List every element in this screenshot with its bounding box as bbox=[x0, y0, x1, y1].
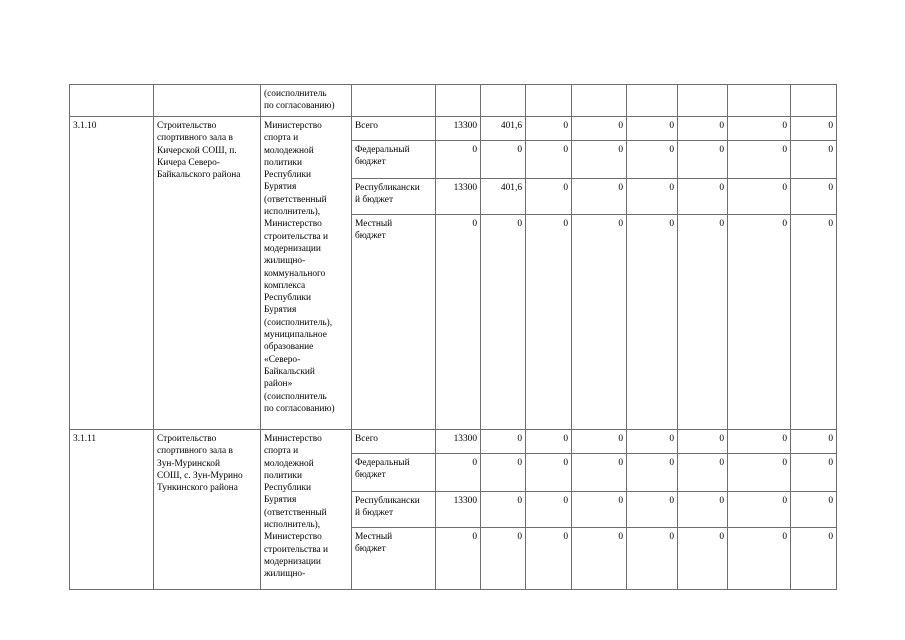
amount-cell: 13300 bbox=[436, 179, 481, 215]
executor-line: район» bbox=[264, 379, 293, 390]
amount-cell: 0 bbox=[791, 528, 837, 590]
amount-cell: 0 bbox=[728, 528, 791, 590]
funding-source-lines bbox=[355, 120, 432, 132]
amount-cell: 13300 bbox=[436, 430, 481, 454]
amount-cell: 0 bbox=[728, 492, 791, 528]
funding-source-line: й бюджет bbox=[355, 508, 394, 519]
executor-line: Министерство bbox=[264, 532, 322, 543]
amount-cell: 0 bbox=[627, 215, 678, 430]
amount-cell: 0 bbox=[436, 141, 481, 179]
executor-line: спорта и bbox=[264, 133, 299, 144]
funding-source-lines bbox=[355, 144, 432, 169]
amount-cell: 0 bbox=[678, 141, 728, 179]
funding-source-lines bbox=[355, 457, 432, 482]
amount-cell: 0 bbox=[572, 454, 627, 492]
executor-line: строительства и bbox=[264, 544, 329, 555]
amount-cell: 0 bbox=[481, 430, 526, 454]
executor-line: жилищно- bbox=[264, 569, 306, 580]
amount-cell: 0 bbox=[791, 492, 837, 528]
value-cell bbox=[791, 85, 837, 117]
funding-source-line: Местный bbox=[355, 219, 393, 229]
amount-cell: 0 bbox=[572, 528, 627, 590]
executor-line: жилищно- bbox=[264, 256, 306, 267]
amount-cell: 0 bbox=[526, 492, 572, 528]
amount-cell: 0 bbox=[572, 141, 627, 179]
amount-cell: 401,6 bbox=[481, 179, 526, 215]
funding-source-line: Федеральный bbox=[355, 458, 410, 468]
amount-cell: 0 bbox=[728, 141, 791, 179]
executor-line: по согласованию) bbox=[264, 403, 335, 414]
amount-cell: 0 bbox=[572, 215, 627, 430]
funding-source-line: Республикански bbox=[355, 183, 420, 193]
amount-cell: 0 bbox=[436, 454, 481, 492]
executor-line: Республики bbox=[264, 293, 312, 304]
table-row-fragment bbox=[70, 85, 837, 117]
amount-cell: 0 bbox=[627, 117, 678, 141]
value-cell bbox=[481, 85, 526, 117]
executor-line: (соисполнитель bbox=[264, 89, 327, 99]
executor-cell bbox=[261, 117, 352, 430]
executor-lines bbox=[264, 433, 348, 581]
measure-name-line: Строительство bbox=[157, 434, 217, 444]
amount-cell: 0 bbox=[791, 179, 837, 215]
funding-source-line: бюджет bbox=[355, 544, 386, 555]
executor-line: Бурятия bbox=[264, 305, 297, 316]
measure-name-cell bbox=[154, 430, 261, 590]
value-cell bbox=[627, 85, 678, 117]
executor-line: модернизации bbox=[264, 556, 321, 567]
amount-cell: 0 bbox=[526, 454, 572, 492]
amount-cell: 0 bbox=[526, 179, 572, 215]
funding-source-cell bbox=[352, 492, 436, 528]
funding-source-lines bbox=[355, 433, 432, 445]
executor-lines bbox=[264, 120, 348, 415]
amount-cell: 0 bbox=[526, 215, 572, 430]
measure-name-line: Строительство bbox=[157, 121, 217, 131]
source-cell bbox=[352, 85, 436, 117]
executor-line: политики bbox=[264, 470, 302, 481]
funding-source-line: Всего bbox=[355, 434, 378, 444]
executor-line: Министерство bbox=[264, 121, 322, 131]
amount-cell: 0 bbox=[728, 117, 791, 141]
amount-cell: 0 bbox=[678, 454, 728, 492]
funding-source-line: бюджет bbox=[355, 231, 386, 242]
executor-line: политики bbox=[264, 157, 302, 168]
funding-source-line: Федеральный bbox=[355, 145, 410, 155]
amount-cell: 401,6 bbox=[481, 117, 526, 141]
amount-cell: 0 bbox=[481, 454, 526, 492]
executor-line: Министерство bbox=[264, 219, 322, 230]
amount-cell: 0 bbox=[572, 430, 627, 454]
funding-source-line: бюджет bbox=[355, 157, 386, 168]
amount-cell: 0 bbox=[481, 141, 526, 179]
executor-line: молодежной bbox=[264, 458, 314, 469]
executor-line: коммунального bbox=[264, 268, 326, 279]
executor-line: исполнитель), bbox=[264, 520, 321, 531]
executor-line: спорта и bbox=[264, 446, 299, 457]
amount-cell: 0 bbox=[481, 528, 526, 590]
measure-name-line: СОШ, с. Зун-Мурино bbox=[157, 470, 243, 481]
amount-cell: 0 bbox=[627, 492, 678, 528]
amount-cell: 0 bbox=[526, 430, 572, 454]
executor-line: модернизации bbox=[264, 243, 321, 254]
measure-name-line: спортивного зала в bbox=[157, 446, 233, 457]
measure-name-line: Байкальского района bbox=[157, 170, 241, 181]
budget-table-body bbox=[70, 85, 837, 590]
amount-cell: 0 bbox=[436, 528, 481, 590]
amount-cell: 13300 bbox=[436, 117, 481, 141]
funding-source-cell bbox=[352, 141, 436, 179]
amount-cell: 0 bbox=[728, 179, 791, 215]
amount-cell: 0 bbox=[627, 528, 678, 590]
amount-cell: 0 bbox=[627, 141, 678, 179]
amount-cell: 0 bbox=[791, 117, 837, 141]
executor-line: Республики bbox=[264, 170, 312, 181]
table-row bbox=[70, 117, 837, 141]
executor-line: исполнитель), bbox=[264, 207, 321, 218]
executor-line: (соисполнитель bbox=[264, 391, 327, 402]
amount-cell: 0 bbox=[436, 215, 481, 430]
funding-source-line: Республикански bbox=[355, 496, 420, 506]
executor-line: Байкальский bbox=[264, 366, 315, 377]
amount-cell: 0 bbox=[572, 117, 627, 141]
funding-source-lines bbox=[355, 182, 432, 207]
executor-line: Бурятия bbox=[264, 182, 297, 193]
funding-source-cell bbox=[352, 528, 436, 590]
value-cell bbox=[526, 85, 572, 117]
table-row bbox=[70, 430, 837, 454]
executor-line: Бурятия bbox=[264, 495, 297, 506]
amount-cell: 0 bbox=[481, 492, 526, 528]
executor-line: строительства и bbox=[264, 231, 329, 242]
value-cell bbox=[678, 85, 728, 117]
amount-cell: 0 bbox=[526, 117, 572, 141]
measure-name-cell bbox=[154, 117, 261, 430]
executor-line: комплекса bbox=[264, 280, 306, 291]
amount-cell: 0 bbox=[678, 117, 728, 141]
funding-source-cell bbox=[352, 117, 436, 141]
value-cell bbox=[436, 85, 481, 117]
executor-line: образование bbox=[264, 342, 314, 353]
funding-source-line: бюджет bbox=[355, 470, 386, 481]
executor-line: (ответственный bbox=[264, 507, 327, 518]
measure-name-line: Зун-Муринской bbox=[157, 458, 220, 469]
funding-source-cell bbox=[352, 430, 436, 454]
funding-source-cell bbox=[352, 454, 436, 492]
measure-name-line: Кичерской СОШ, п. bbox=[157, 145, 237, 156]
executor-line: Республики bbox=[264, 483, 312, 494]
measure-code: 3.1.11 bbox=[70, 430, 154, 590]
amount-cell: 0 bbox=[526, 528, 572, 590]
measure-name-line: спортивного зала в bbox=[157, 133, 233, 144]
amount-cell: 0 bbox=[678, 430, 728, 454]
executor-cell bbox=[261, 430, 352, 590]
name-cell bbox=[154, 85, 261, 117]
value-cell bbox=[572, 85, 627, 117]
measure-code: 3.1.10 bbox=[70, 117, 154, 430]
funding-source-lines bbox=[355, 495, 432, 520]
executor-line: муниципальное bbox=[264, 330, 327, 341]
amount-cell: 0 bbox=[678, 528, 728, 590]
amount-cell: 0 bbox=[627, 454, 678, 492]
amount-cell: 0 bbox=[678, 179, 728, 215]
executor-cell bbox=[261, 85, 352, 117]
amount-cell: 0 bbox=[627, 430, 678, 454]
measure-name-line: Кичера Северо- bbox=[157, 157, 220, 168]
measure-name-lines bbox=[157, 120, 257, 181]
funding-source-lines bbox=[355, 218, 432, 243]
measure-name-line: Тункинского района bbox=[157, 483, 238, 494]
funding-source-line: Местный bbox=[355, 532, 393, 542]
amount-cell: 0 bbox=[791, 454, 837, 492]
amount-cell: 0 bbox=[728, 430, 791, 454]
executor-lines bbox=[264, 88, 348, 113]
budget-table bbox=[69, 84, 837, 590]
amount-cell: 0 bbox=[678, 215, 728, 430]
executor-line: Министерство bbox=[264, 434, 322, 444]
executor-line: «Северо- bbox=[264, 354, 301, 365]
value-cell bbox=[728, 85, 791, 117]
amount-cell: 0 bbox=[791, 215, 837, 430]
amount-cell: 0 bbox=[627, 179, 678, 215]
executor-line: молодежной bbox=[264, 145, 314, 156]
amount-cell: 0 bbox=[572, 492, 627, 528]
executor-line: (соисполнитель), bbox=[264, 317, 333, 328]
funding-source-line: Всего bbox=[355, 121, 378, 131]
amount-cell: 0 bbox=[791, 141, 837, 179]
funding-source-cell bbox=[352, 179, 436, 215]
executor-line: (ответственный bbox=[264, 194, 327, 205]
funding-source-cell bbox=[352, 215, 436, 430]
amount-cell: 0 bbox=[678, 492, 728, 528]
amount-cell: 13300 bbox=[436, 492, 481, 528]
code-cell bbox=[70, 85, 154, 117]
amount-cell: 0 bbox=[791, 430, 837, 454]
amount-cell: 0 bbox=[728, 215, 791, 430]
amount-cell: 0 bbox=[526, 141, 572, 179]
measure-name-lines bbox=[157, 433, 257, 494]
funding-source-lines bbox=[355, 531, 432, 556]
amount-cell: 0 bbox=[572, 179, 627, 215]
amount-cell: 0 bbox=[728, 454, 791, 492]
funding-source-line: й бюджет bbox=[355, 195, 394, 206]
executor-line: по согласованию) bbox=[264, 101, 335, 112]
amount-cell: 0 bbox=[481, 215, 526, 430]
